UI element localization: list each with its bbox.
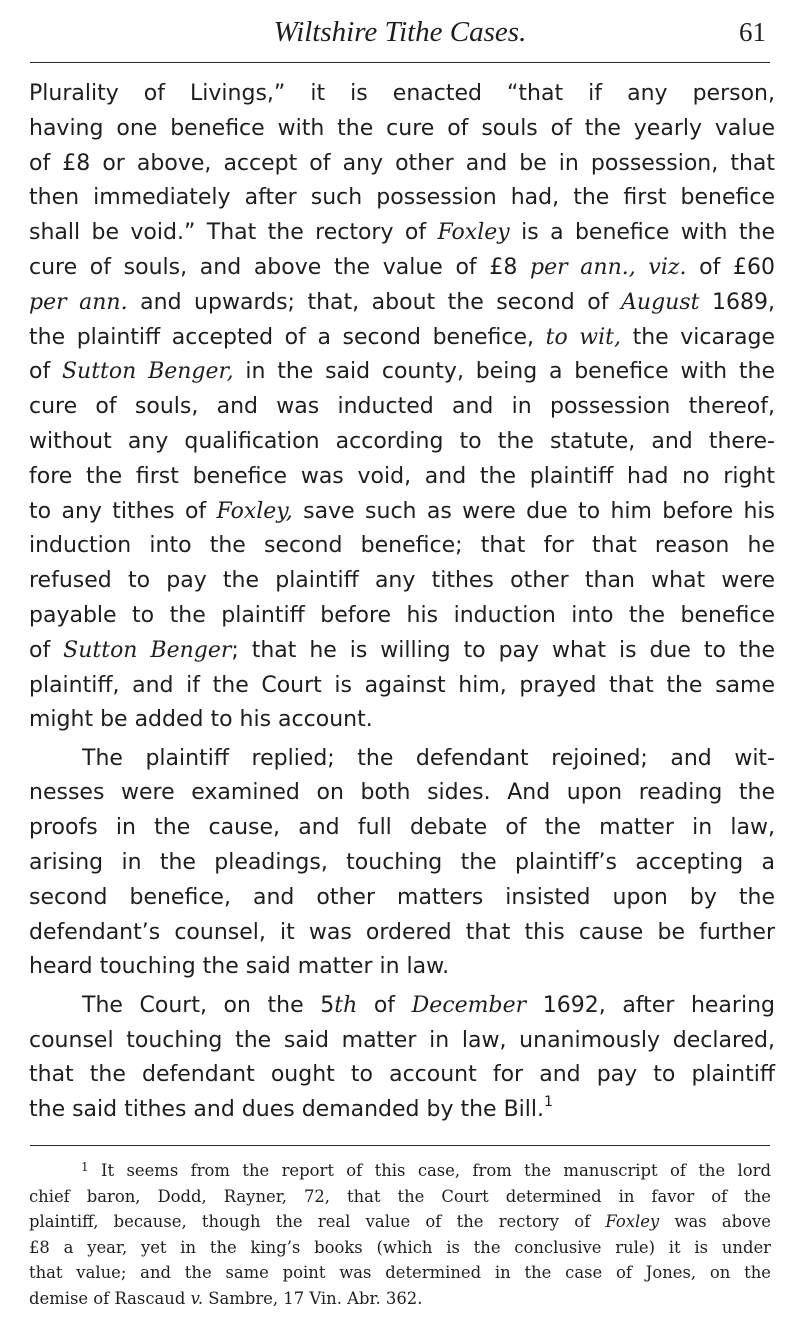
footnote-line	[29, 1286, 771, 1312]
text-line: without any qualification according to the statute, and there-	[29, 428, 775, 454]
italic-text: Sutton Benger,	[61, 359, 234, 385]
text-line: The plaintiff replied; the defendant rejoined; and wit-	[82, 745, 775, 771]
text-line	[29, 1093, 775, 1128]
text-line: second benefice, and other matters insisted upon by the	[29, 884, 775, 910]
footnote-line: £8 a year, yet in the king’s books (which is the conclusive rule) it is under	[29, 1237, 771, 1257]
text-run: It seems from the report of this case, from the manuscript of the lord	[88, 1161, 771, 1180]
text-run: plaintiff, because, though the real value of the rectory of	[29, 1212, 606, 1232]
text-run: Sambre, 17 Vin. Abr. 362.	[203, 1288, 423, 1308]
italic-text: Sutton Benger	[63, 637, 232, 663]
text-line	[29, 216, 775, 251]
text-line: cure of souls, and was inducted and in possession thereof,	[29, 394, 775, 420]
page-header	[30, 12, 770, 54]
italic-text: th	[334, 992, 358, 1018]
italic-text: Foxley,	[216, 498, 293, 524]
italic-text: to wit,	[545, 324, 621, 350]
text-line: might be added to his account.	[29, 707, 373, 733]
text-line: proofs in the cause, and full debate of the matter in law,	[29, 815, 775, 841]
text-line: plaintiff, and if the Court is against him, prayed that the same	[29, 672, 775, 698]
text-line	[29, 634, 775, 669]
text-line: then immediately after such possession had, the first benefice	[29, 185, 775, 211]
text-run: shall be void.” That the rectory of	[29, 220, 438, 246]
text-line	[29, 251, 775, 286]
text-run: 1692, after hearing	[526, 992, 775, 1018]
text-run: is a benefice with the	[509, 220, 775, 246]
paragraph	[29, 742, 775, 986]
text-run: ; that he is willing to pay what is due to the	[231, 637, 775, 663]
text-run: of	[357, 992, 412, 1018]
text-run: the said tithes and dues demanded by the Bill.	[29, 1097, 545, 1123]
text-run: of	[29, 359, 62, 385]
footnote-rule	[30, 1145, 770, 1146]
italic-text: v.	[190, 1288, 204, 1308]
text-line: that the defendant ought to account for and pay to plaintiff	[29, 1062, 775, 1088]
body-text	[29, 77, 775, 1128]
text-run: the plaintiff accepted of a second benefice,	[29, 324, 546, 350]
text-line	[29, 989, 775, 1024]
text-run: demise of Rascaud	[29, 1288, 191, 1308]
italic-text: per ann.	[29, 289, 128, 315]
italic-text: Foxley	[605, 1212, 660, 1232]
italic-text: August	[621, 289, 700, 315]
footnote-reference[interactable]: 1	[544, 1094, 553, 1111]
text-line: defendant’s counsel, it was ordered that this cause be further	[29, 919, 775, 945]
text-line	[29, 355, 775, 390]
text-line: refused to pay the plaintiff any tithes other than what were	[29, 568, 775, 594]
footnote-line: that value; and the same point was determined in the case of Jones, on the	[29, 1263, 771, 1283]
footnote-marker: 1	[81, 1160, 89, 1174]
text-run: cure of souls, and above the value of £8	[29, 254, 531, 280]
text-line: arising in the pleadings, touching the plaintiff’s accepting a	[29, 850, 775, 876]
text-run: of	[29, 637, 64, 663]
footnote-line: chief baron, Dodd, Rayner, 72, that the Court determined in favor of the	[29, 1186, 771, 1206]
italic-text: per ann., viz.	[530, 254, 687, 280]
footnote-line	[29, 1209, 771, 1235]
italic-text: December	[411, 992, 527, 1018]
text-run: of £60	[686, 254, 775, 280]
text-line: having one benefice with the cure of souls of the yearly value	[29, 115, 775, 141]
text-line: payable to the plaintiff before his induction into the benefice	[29, 602, 775, 628]
text-line	[29, 286, 775, 321]
text-run: 1689,	[699, 289, 775, 315]
paragraph	[29, 77, 775, 738]
footnote	[29, 1158, 771, 1312]
text-run: save such as were due to him before his	[292, 498, 775, 524]
text-line: nesses were examined on both sides. And upon reading the	[29, 780, 775, 806]
text-line: fore the first benefice was void, and the plaintiff had no right	[29, 463, 775, 489]
text-line	[29, 321, 775, 356]
text-line: Plurality of Livings,” it is enacted “that if any person,	[29, 81, 775, 106]
text-run: to any tithes of	[29, 498, 217, 524]
running-title: Wiltshire Tithe Cases.	[273, 16, 527, 48]
page-number: 61	[739, 17, 766, 47]
paragraph	[29, 989, 775, 1128]
text-run: was above	[659, 1212, 771, 1232]
text-line: counsel touching the said matter in law, unanimously declared,	[29, 1027, 775, 1053]
text-line: of £8 or above, accept of any other and be in possession, that	[29, 150, 775, 176]
italic-text: Foxley	[437, 220, 510, 246]
text-line: induction into the second benefice; that for that reason he	[29, 533, 775, 559]
text-run: and upwards; that, about the second of	[127, 289, 622, 315]
text-run: the vicarage	[620, 324, 775, 350]
text-run: in the said county, being a benefice with the	[233, 359, 775, 385]
text-run: The Court, on the 5	[82, 992, 335, 1018]
text-line	[29, 495, 775, 530]
footnote-line	[29, 1158, 771, 1184]
header-rule	[30, 62, 770, 63]
text-line: heard touching the said matter in law.	[29, 954, 450, 980]
